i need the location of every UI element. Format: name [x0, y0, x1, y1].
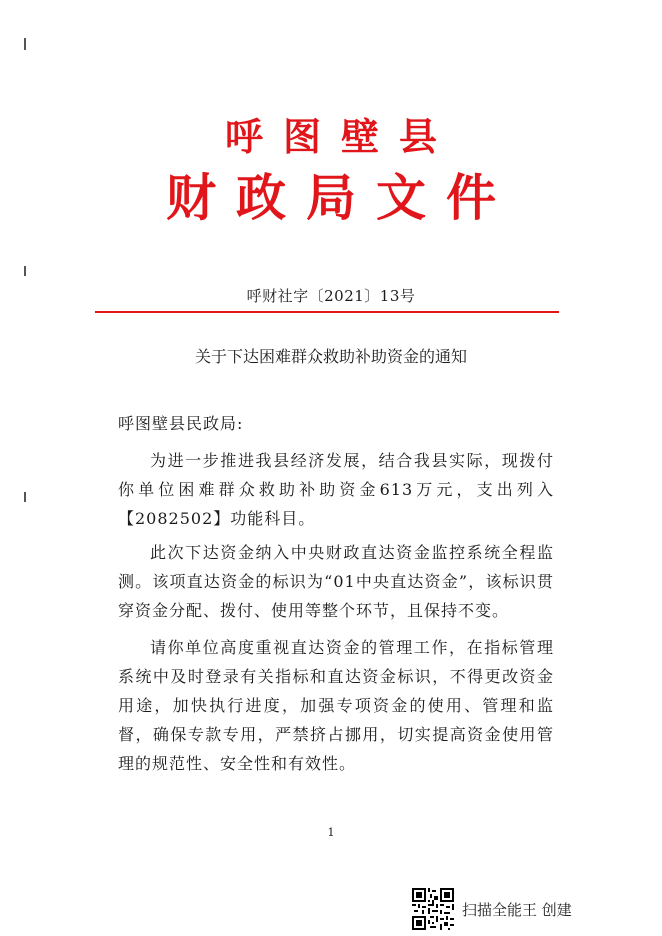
- paragraph-text: 此次下达资金纳入中央财政直达资金监控系统全程监测。该项直达资金的标识为“01中央直达资金”，该标识贯穿资金分配、拨付、使用等整个环节，且保持不变。: [118, 543, 554, 620]
- paragraph-text: 请你单位高度重视直达资金的管理工作，在指标管理系统中及时登录有关指标和直达资金标识，不得更改资金用途，加快执行进度，加强专项资金的使用、管理和监督，确保专款专用，严禁挤占挪用，切实提高资金使用管理的规范性、安全性和有效性。: [118, 638, 554, 773]
- scan-edge-mark: [24, 38, 26, 50]
- paragraph-text: 为进一步推进我县经济发展，结合我县实际，现拨付你单位困难群众救助补助资金613万元，支出列入【2082502】功能科目。: [118, 451, 554, 528]
- body-paragraph-1: [118, 446, 554, 533]
- qr-code-icon: [412, 888, 454, 930]
- salutation: 呼图壁县民政局:: [118, 414, 244, 433]
- page-number: 1: [327, 826, 335, 839]
- body-paragraph-3: [118, 633, 554, 778]
- red-separator-rule: [95, 311, 559, 313]
- scanner-watermark: [412, 888, 572, 930]
- notice-title: 关于下达困难群众救助补助资金的通知: [194, 347, 467, 366]
- scan-edge-mark: [24, 492, 26, 502]
- scanner-label: 扫描全能王 创建: [462, 900, 572, 919]
- issuer-name: 呼图壁县: [224, 114, 457, 159]
- document-number: 呼财社字〔2021〕13号: [246, 287, 416, 305]
- body-paragraph-2: [118, 538, 554, 625]
- document-type-heading: 财政局文件: [166, 168, 516, 227]
- scan-edge-mark: [24, 266, 26, 276]
